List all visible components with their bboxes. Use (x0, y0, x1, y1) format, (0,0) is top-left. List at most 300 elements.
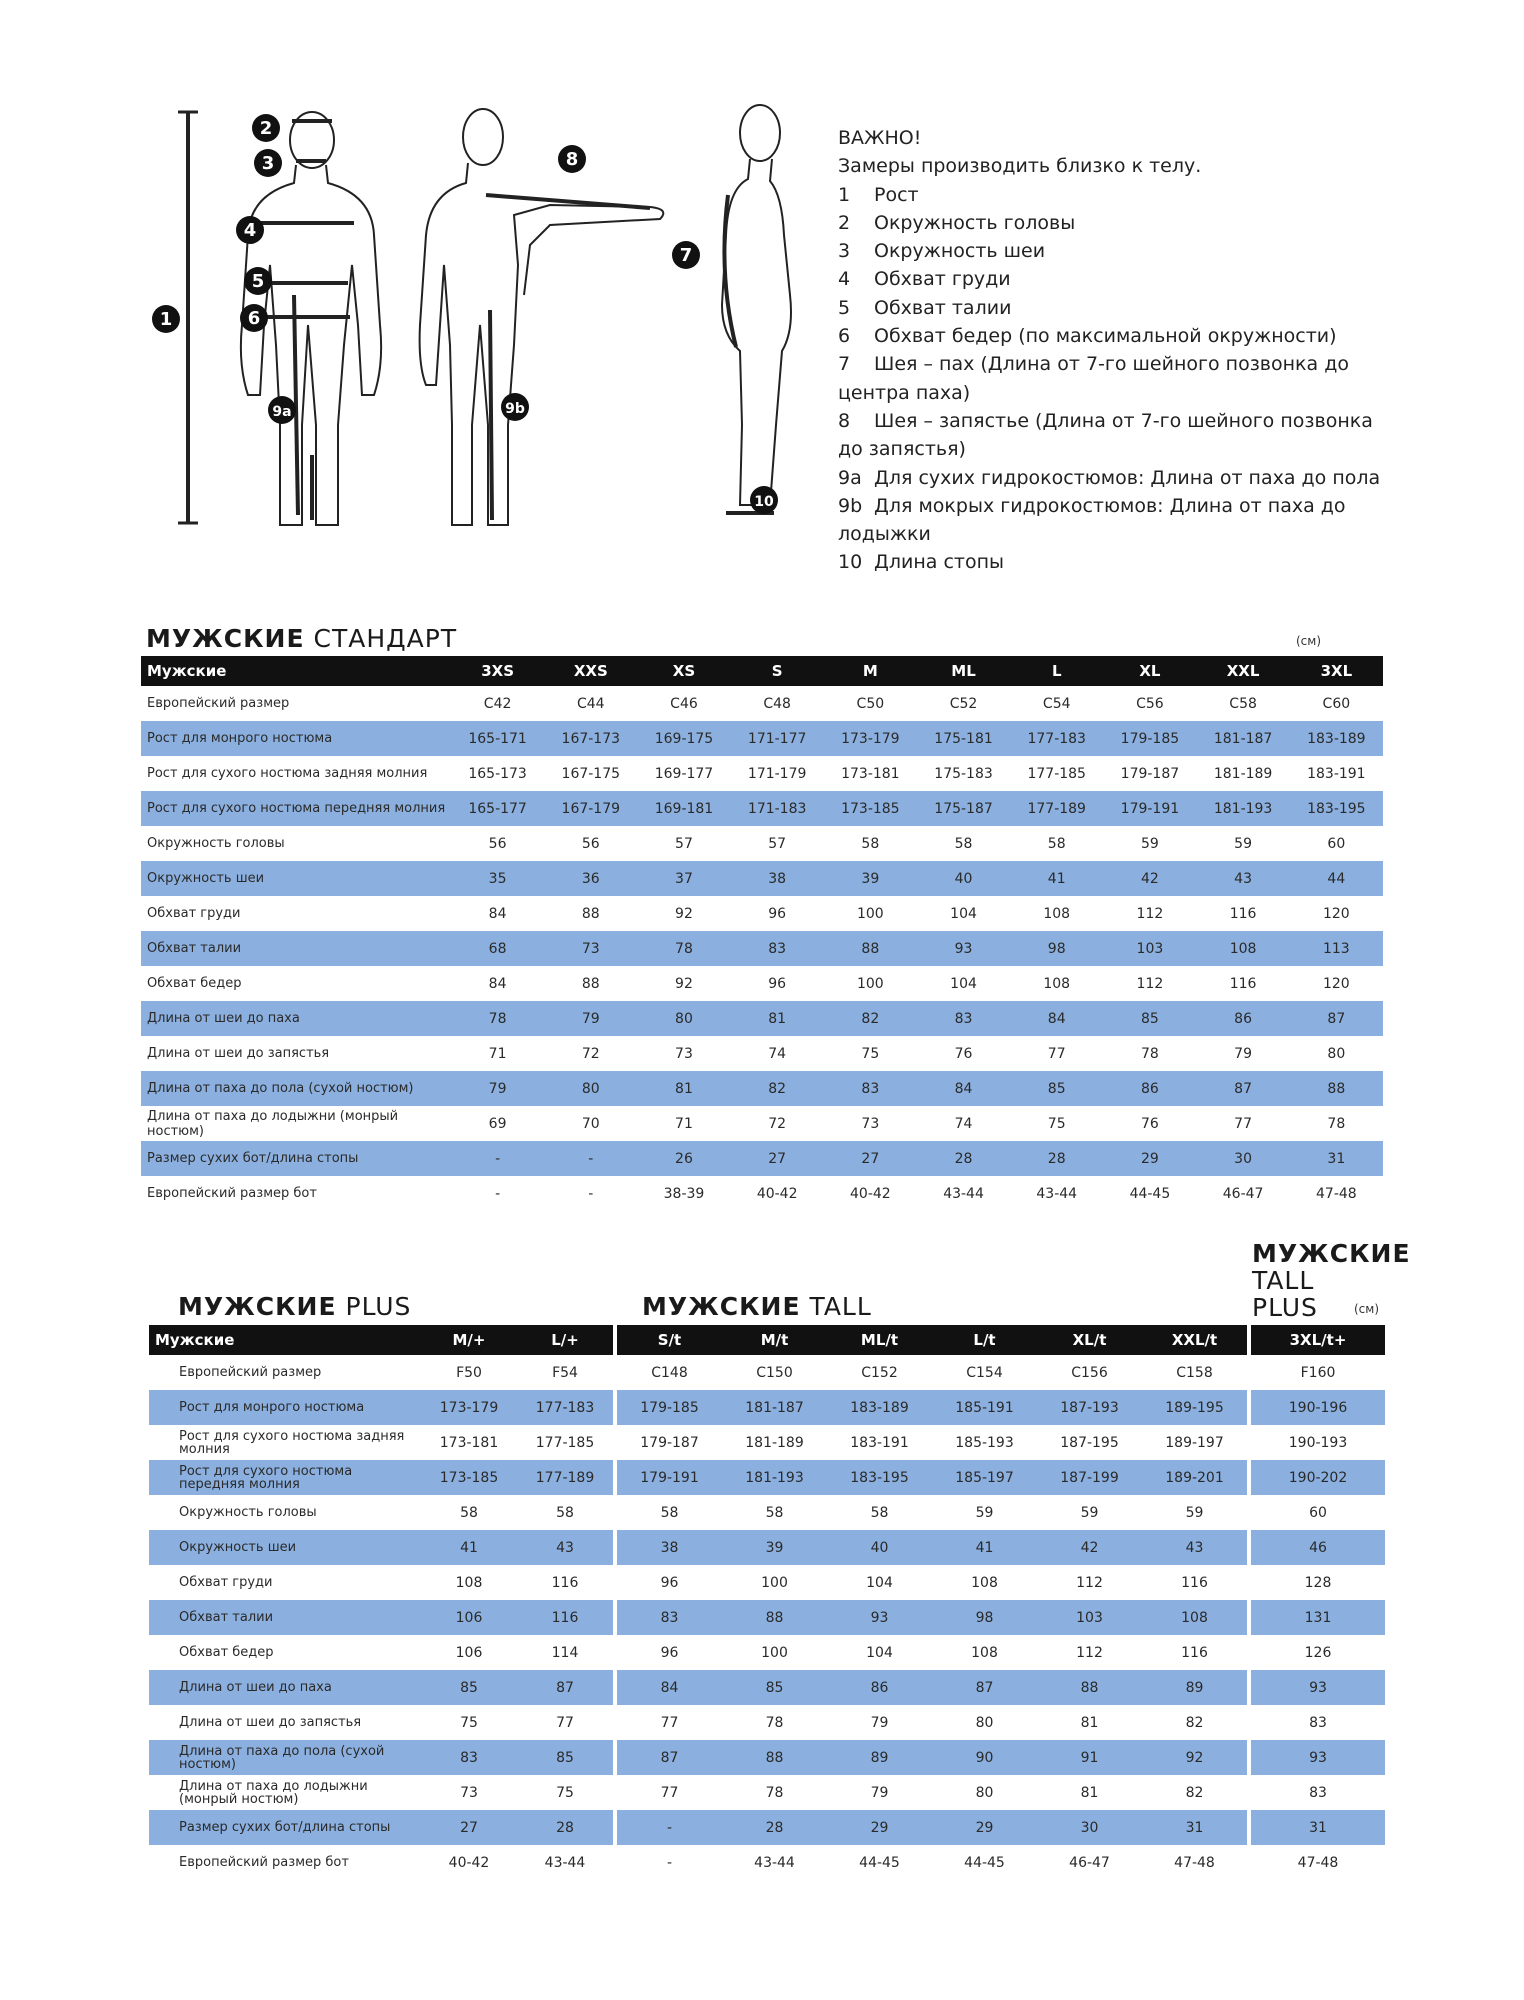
table-cell: 76 (1140, 1115, 1159, 1132)
table-cell: 85 (421, 1670, 517, 1705)
table-cell: 165-173 (468, 765, 527, 782)
svg-text:8: 8 (565, 149, 579, 170)
table-cell: 43 (1197, 861, 1290, 896)
table-cell: 88 (1037, 1670, 1142, 1705)
table-cell: 104 (950, 975, 977, 992)
table-row (141, 1141, 1383, 1176)
table-cell: 85 (1010, 1071, 1103, 1106)
table-cell: 75 (460, 1714, 478, 1731)
table-cell: C42 (483, 695, 512, 712)
table-cell: 43-44 (544, 1854, 586, 1871)
table-cell: 128 (1304, 1574, 1332, 1591)
size-header: XS (637, 656, 730, 686)
table-cell: 189-195 (1142, 1390, 1247, 1425)
note-number: 2 (838, 211, 851, 234)
table-cell: 92 (675, 905, 693, 922)
table-cell: 93 (917, 931, 1010, 966)
table-cell: 100 (856, 905, 884, 922)
table-header-row (149, 1325, 1385, 1355)
table-row (141, 1001, 1383, 1036)
figure-label-10 (750, 486, 778, 514)
table-cell: 40 (917, 861, 1010, 896)
table-cell: 96 (660, 1644, 679, 1661)
table-cell: 183-191 (1307, 765, 1366, 782)
table-cell: 112 (1076, 1644, 1103, 1661)
table-cell: 43-44 (754, 1854, 795, 1871)
table-cell: 187-199 (1037, 1460, 1142, 1495)
table-cell: 47-48 (1174, 1854, 1215, 1871)
svg-text:9a: 9a (272, 404, 292, 420)
table-row (141, 721, 1383, 756)
table-cell: 59 (975, 1504, 994, 1521)
table-cell: 92 (675, 975, 693, 992)
table-cell: 78 (1327, 1115, 1346, 1132)
row-label: Окружность шеи (141, 861, 451, 896)
table-cell: 46-47 (1069, 1854, 1110, 1871)
table-cell: 86 (827, 1670, 932, 1705)
table-cell: 58 (870, 1504, 889, 1521)
table-cell: 181-193 (722, 1460, 827, 1495)
svg-text:9b: 9b (505, 401, 525, 417)
table-cell: 83 (824, 1071, 917, 1106)
table-cell: 181-187 (1197, 721, 1290, 756)
table-row (149, 1740, 1385, 1775)
note-item (838, 350, 1398, 407)
table-cell: 179-185 (1103, 721, 1196, 756)
size-header: M/t (722, 1325, 827, 1355)
header-label: Мужские (149, 1325, 421, 1355)
row-label: Длина от паха до лодыжни (монрый ностюм) (147, 1108, 399, 1139)
figure-label-1 (152, 305, 180, 333)
table-cell: 169-181 (637, 791, 730, 826)
note-number: 1 (838, 183, 851, 206)
table-cell: 80 (544, 1071, 637, 1106)
table-cell: 73 (460, 1784, 478, 1801)
table-cell: 83 (1309, 1714, 1327, 1731)
figure-label-9a (268, 396, 296, 424)
table-row (149, 1600, 1385, 1635)
note-item (838, 181, 1398, 209)
table-row (149, 1425, 1385, 1460)
table-cell: C50 (856, 695, 885, 712)
table-cell: 183-195 (1290, 791, 1383, 826)
size-header: S/t (617, 1325, 722, 1355)
table-cell: 173-181 (439, 1434, 499, 1451)
row-label: Европейский размер (147, 696, 290, 711)
table-cell: 57 (675, 835, 693, 852)
table-cell: 86 (1103, 1071, 1196, 1106)
table-cell: 73 (544, 931, 637, 966)
figure-label-2 (252, 114, 280, 142)
table-row (141, 1176, 1383, 1211)
table-cell: 112 (1136, 975, 1164, 992)
figure-label-8 (558, 145, 586, 173)
size-header: S (731, 656, 824, 686)
table-cell: 36 (544, 861, 637, 896)
table-cell: 103 (1037, 1600, 1142, 1635)
table-cell: 96 (768, 905, 787, 922)
table-cell: 181-189 (1213, 765, 1273, 782)
svg-text:10: 10 (754, 494, 774, 510)
table-cell: 78 (637, 931, 730, 966)
table-cell: 104 (950, 905, 977, 922)
table-cell: 26 (637, 1141, 730, 1176)
size-header: XXL (1197, 656, 1290, 686)
table-cell: 96 (768, 975, 787, 992)
table-cell: F54 (552, 1364, 578, 1381)
table-cell: 108 (971, 1574, 998, 1591)
figure-label-7 (672, 241, 700, 269)
note-number: 4 (838, 268, 851, 291)
note-item (838, 407, 1398, 464)
table-cell: 173-181 (841, 765, 900, 782)
table-cell: 181-189 (745, 1434, 804, 1451)
size-header: 3XL/t+ (1251, 1325, 1385, 1355)
table-cell: 39 (824, 861, 917, 896)
table-cell: 80 (637, 1001, 730, 1036)
table-cell: 31 (1290, 1141, 1383, 1176)
table-cell: - (588, 1185, 594, 1202)
size-header: 3XL (1290, 656, 1383, 686)
table-row (141, 966, 1383, 1001)
size-header: L (1010, 656, 1103, 686)
table-cell: 75 (556, 1784, 574, 1801)
table-cell: 73 (861, 1115, 880, 1132)
table-cell: 79 (1234, 1045, 1252, 1062)
table-cell: 80 (975, 1784, 994, 1801)
table-cell: 40-42 (850, 1185, 891, 1202)
table-cell: 167-173 (544, 721, 637, 756)
table-cell: C52 (949, 695, 978, 712)
figure-label-5 (244, 267, 272, 295)
table-row (149, 1495, 1385, 1530)
table-cell: 84 (617, 1670, 722, 1705)
table-cell: C48 (763, 695, 791, 712)
table-cell: 79 (870, 1714, 889, 1731)
table-row (141, 756, 1383, 791)
table-row (141, 791, 1383, 826)
table-cell: 108 (971, 1644, 998, 1661)
row-label: Длина от паха до пола (сухой ностюм) (141, 1071, 451, 1106)
row-label: Европейский размер бот (147, 1186, 317, 1201)
size-header: M (824, 656, 917, 686)
table-cell: 120 (1322, 975, 1350, 992)
table-cell: 108 (455, 1574, 483, 1591)
table-cell: 169-175 (637, 721, 730, 756)
row-label: Обхват бедер (179, 1645, 274, 1660)
table-cell: 116 (1229, 905, 1257, 922)
tall-title: МУЖСКИЕ TALL (642, 1292, 872, 1321)
table-cell: 116 (1181, 1574, 1208, 1591)
table-cell: 183-189 (1290, 721, 1383, 756)
table-cell: 190-193 (1288, 1434, 1348, 1451)
table-cell: 93 (1251, 1740, 1385, 1775)
table-cell: 44-45 (859, 1854, 900, 1871)
note-number: 6 (838, 325, 851, 348)
table-cell: 88 (581, 975, 600, 992)
table-cell: 177-185 (1027, 765, 1086, 782)
table-cell: 58 (954, 835, 973, 852)
table-cell: 116 (551, 1574, 579, 1591)
table-row (141, 686, 1383, 721)
table-cell: 58 (1047, 835, 1066, 852)
table-cell: 59 (1140, 835, 1159, 852)
table-cell: 181-187 (722, 1390, 827, 1425)
table-cell: 83 (917, 1001, 1010, 1036)
table-cell: 79 (870, 1784, 889, 1801)
table-cell: 42 (1037, 1530, 1142, 1565)
table-cell: 171-183 (731, 791, 824, 826)
table-cell: 76 (954, 1045, 973, 1062)
table-cell: 108 (1043, 905, 1071, 922)
note-text: Для мокрых гидрокостюмов: Длина от паха до лодыжки (838, 494, 1346, 546)
table-cell: 28 (917, 1141, 1010, 1176)
table-cell: 56 (581, 835, 600, 852)
table-cell: 30 (1197, 1141, 1290, 1176)
table-cell: 165-171 (451, 721, 544, 756)
table-cell: 187-195 (1060, 1434, 1119, 1451)
table-cell: 104 (866, 1644, 893, 1661)
table-cell: 59 (1080, 1504, 1099, 1521)
size-header: M/+ (421, 1325, 517, 1355)
note-item (838, 464, 1398, 492)
table-cell: 189-197 (1165, 1434, 1224, 1451)
table-cell: 87 (1290, 1001, 1383, 1036)
table-cell: 58 (861, 835, 880, 852)
table-row (149, 1810, 1385, 1845)
table-cell: C148 (651, 1364, 688, 1381)
table-cell: 177-189 (1010, 791, 1103, 826)
table-cell: 43 (1142, 1530, 1247, 1565)
table-cell: 177-183 (517, 1390, 613, 1425)
table-cell: 71 (488, 1045, 507, 1062)
table-cell: 108 (1142, 1600, 1247, 1635)
table-cell: 100 (856, 975, 884, 992)
table-cell: 41 (932, 1530, 1037, 1565)
table-cell: 85 (517, 1740, 613, 1775)
table-cell: 93 (1251, 1670, 1385, 1705)
size-header: L/t (932, 1325, 1037, 1355)
row-label: Окружность головы (179, 1505, 317, 1520)
table-cell: 185-191 (932, 1390, 1037, 1425)
table-cell: - (544, 1141, 637, 1176)
svg-text:2: 2 (259, 118, 273, 139)
table-cell: 57 (768, 835, 787, 852)
table-cell: 88 (722, 1600, 827, 1635)
table-cell: 167-179 (544, 791, 637, 826)
table-cell: 43-44 (943, 1185, 984, 1202)
table-cell: 175-181 (917, 721, 1010, 756)
size-header: XL/t (1037, 1325, 1142, 1355)
note-item (838, 209, 1398, 237)
table-cell: 88 (824, 931, 917, 966)
table-cell: C158 (1176, 1364, 1213, 1381)
table-cell: 103 (1103, 931, 1196, 966)
row-label: Длина от шеи до паха (141, 1001, 451, 1036)
svg-text:6: 6 (247, 308, 261, 329)
size-header: XL (1103, 656, 1196, 686)
table-cell: 179-187 (1120, 765, 1180, 782)
table-cell: 92 (1142, 1740, 1247, 1775)
table-cell: 190-196 (1251, 1390, 1385, 1425)
table-cell: 75 (861, 1045, 880, 1062)
table-row (149, 1845, 1385, 1880)
table-cell: 84 (488, 975, 507, 992)
table-cell: 183-191 (850, 1434, 909, 1451)
table-cell: 179-185 (617, 1390, 722, 1425)
table-cell: 108 (1197, 931, 1290, 966)
plus-tall-unit: (см) (1354, 1302, 1380, 1316)
table-cell: 177-189 (517, 1460, 613, 1495)
table-cell: 189-201 (1142, 1460, 1247, 1495)
row-label: Рост для сухого ностюма задняя молния (179, 1428, 405, 1457)
note-item (838, 492, 1398, 549)
table-cell: 98 (932, 1600, 1037, 1635)
table-cell: 28 (722, 1810, 827, 1845)
table-row (149, 1670, 1385, 1705)
table-cell: 173-179 (824, 721, 917, 756)
notes-subtitle: Замеры производить близко к телу. (838, 155, 1202, 178)
table-cell: 38 (731, 861, 824, 896)
table-cell: F50 (456, 1364, 482, 1381)
row-label: Длина от шеи до паха (149, 1670, 421, 1705)
figure-label-4 (236, 216, 264, 244)
row-label: Рост для монрого ностюма (141, 721, 451, 756)
table-cell: 37 (637, 861, 730, 896)
table-cell: 27 (731, 1141, 824, 1176)
table-cell: C60 (1322, 695, 1351, 712)
table-cell: 78 (765, 1784, 784, 1801)
table-cell: 116 (517, 1600, 613, 1635)
table-cell: 87 (1197, 1071, 1290, 1106)
table-cell: 88 (722, 1740, 827, 1775)
table-cell: 167-175 (561, 765, 621, 782)
row-label: Размер сухих бот/длина стопы (141, 1141, 451, 1176)
note-text: Окружность шеи (874, 240, 1046, 263)
table-cell: 70 (581, 1115, 600, 1132)
size-header: XXL/t (1142, 1325, 1247, 1355)
table-cell: 31 (1142, 1810, 1247, 1845)
table-cell: 173-179 (421, 1390, 517, 1425)
table-cell: 77 (1234, 1115, 1252, 1132)
table-row (141, 1036, 1383, 1071)
table-row (141, 931, 1383, 966)
table-cell: 87 (932, 1670, 1037, 1705)
table-header-row (141, 656, 1383, 686)
table-cell: 81 (637, 1071, 730, 1106)
row-label: Длина от шеи до запястья (179, 1715, 362, 1730)
row-label: Обхват талии (141, 931, 451, 966)
table-cell: 89 (1142, 1670, 1247, 1705)
table-cell: 78 (451, 1001, 544, 1036)
table-cell: 28 (517, 1810, 613, 1845)
table-cell: 106 (455, 1644, 483, 1661)
svg-text:4: 4 (243, 220, 257, 241)
table-cell: 58 (460, 1504, 478, 1521)
table-cell: C152 (861, 1364, 898, 1381)
table-row (149, 1390, 1385, 1425)
table-cell: 77 (660, 1714, 679, 1731)
table-row (149, 1460, 1385, 1495)
table-cell: 89 (827, 1740, 932, 1775)
row-label: Длина от шеи до запястья (147, 1046, 330, 1061)
table-cell: 177-183 (1010, 721, 1103, 756)
note-text: Окружность головы (874, 211, 1076, 234)
size-header: 3XS (451, 656, 544, 686)
tall-plus-title: МУЖСКИЕ TALL PLUS (1252, 1239, 1411, 1322)
table-cell: - (451, 1141, 544, 1176)
table-cell: 82 (1185, 1784, 1204, 1801)
table-cell: 28 (1010, 1141, 1103, 1176)
table-cell: 42 (1103, 861, 1196, 896)
table-cell: 73 (675, 1045, 693, 1062)
table-row (149, 1775, 1385, 1810)
size-header: XXS (544, 656, 637, 686)
table-row (141, 826, 1383, 861)
note-number: 3 (838, 240, 851, 263)
table-row (149, 1530, 1385, 1565)
table-cell: 83 (421, 1740, 517, 1775)
size-header: L/+ (517, 1325, 613, 1355)
table-cell: 44-45 (1129, 1185, 1171, 1202)
table-cell: 41 (421, 1530, 517, 1565)
table-cell: 81 (1080, 1784, 1099, 1801)
table-cell: 35 (451, 861, 544, 896)
table-cell: 69 (488, 1115, 507, 1132)
table-cell: 59 (1234, 835, 1252, 852)
table-cell: 46-47 (1222, 1185, 1264, 1202)
table-cell: 80 (975, 1714, 994, 1731)
table-cell: 93 (827, 1600, 932, 1635)
row-label: Обхват груди (147, 906, 241, 921)
size-header: ML/t (827, 1325, 932, 1355)
table-cell: 58 (660, 1504, 679, 1521)
table-cell: 72 (581, 1045, 600, 1062)
note-item (838, 237, 1398, 265)
table-cell: 100 (761, 1644, 788, 1661)
table-cell: 87 (617, 1740, 722, 1775)
row-label: Окружность головы (147, 836, 285, 851)
table-cell: 173-185 (421, 1460, 517, 1495)
table-cell: 183-189 (827, 1390, 932, 1425)
table-row (149, 1355, 1385, 1390)
table-cell: 185-197 (932, 1460, 1037, 1495)
table-cell: 83 (617, 1600, 722, 1635)
table-cell: 179-191 (617, 1460, 722, 1495)
note-text: Обхват бедер (по максимальной окружности) (874, 325, 1337, 348)
note-number: 9a (838, 466, 862, 489)
table-cell: 116 (1229, 975, 1257, 992)
note-text: Обхват груди (874, 268, 1011, 291)
table-cell: 56 (488, 835, 507, 852)
table-cell: 171-177 (731, 721, 824, 756)
svg-text:1: 1 (159, 309, 173, 330)
table-cell: 43 (517, 1530, 613, 1565)
svg-text:3: 3 (261, 153, 275, 174)
table-cell: - (495, 1185, 501, 1202)
note-text: Длина стопы (874, 551, 1005, 574)
table-cell: 106 (421, 1600, 517, 1635)
table-cell: 40-42 (448, 1854, 490, 1871)
table-cell: 77 (1047, 1045, 1066, 1062)
note-number: 7 (838, 353, 851, 376)
row-label: Обхват бедер (147, 976, 242, 991)
table-cell: 31 (1251, 1810, 1385, 1845)
table-cell: 108 (1043, 975, 1071, 992)
table-cell: 60 (1327, 835, 1346, 852)
table-cell: C44 (576, 695, 605, 712)
table-cell: 58 (556, 1504, 574, 1521)
